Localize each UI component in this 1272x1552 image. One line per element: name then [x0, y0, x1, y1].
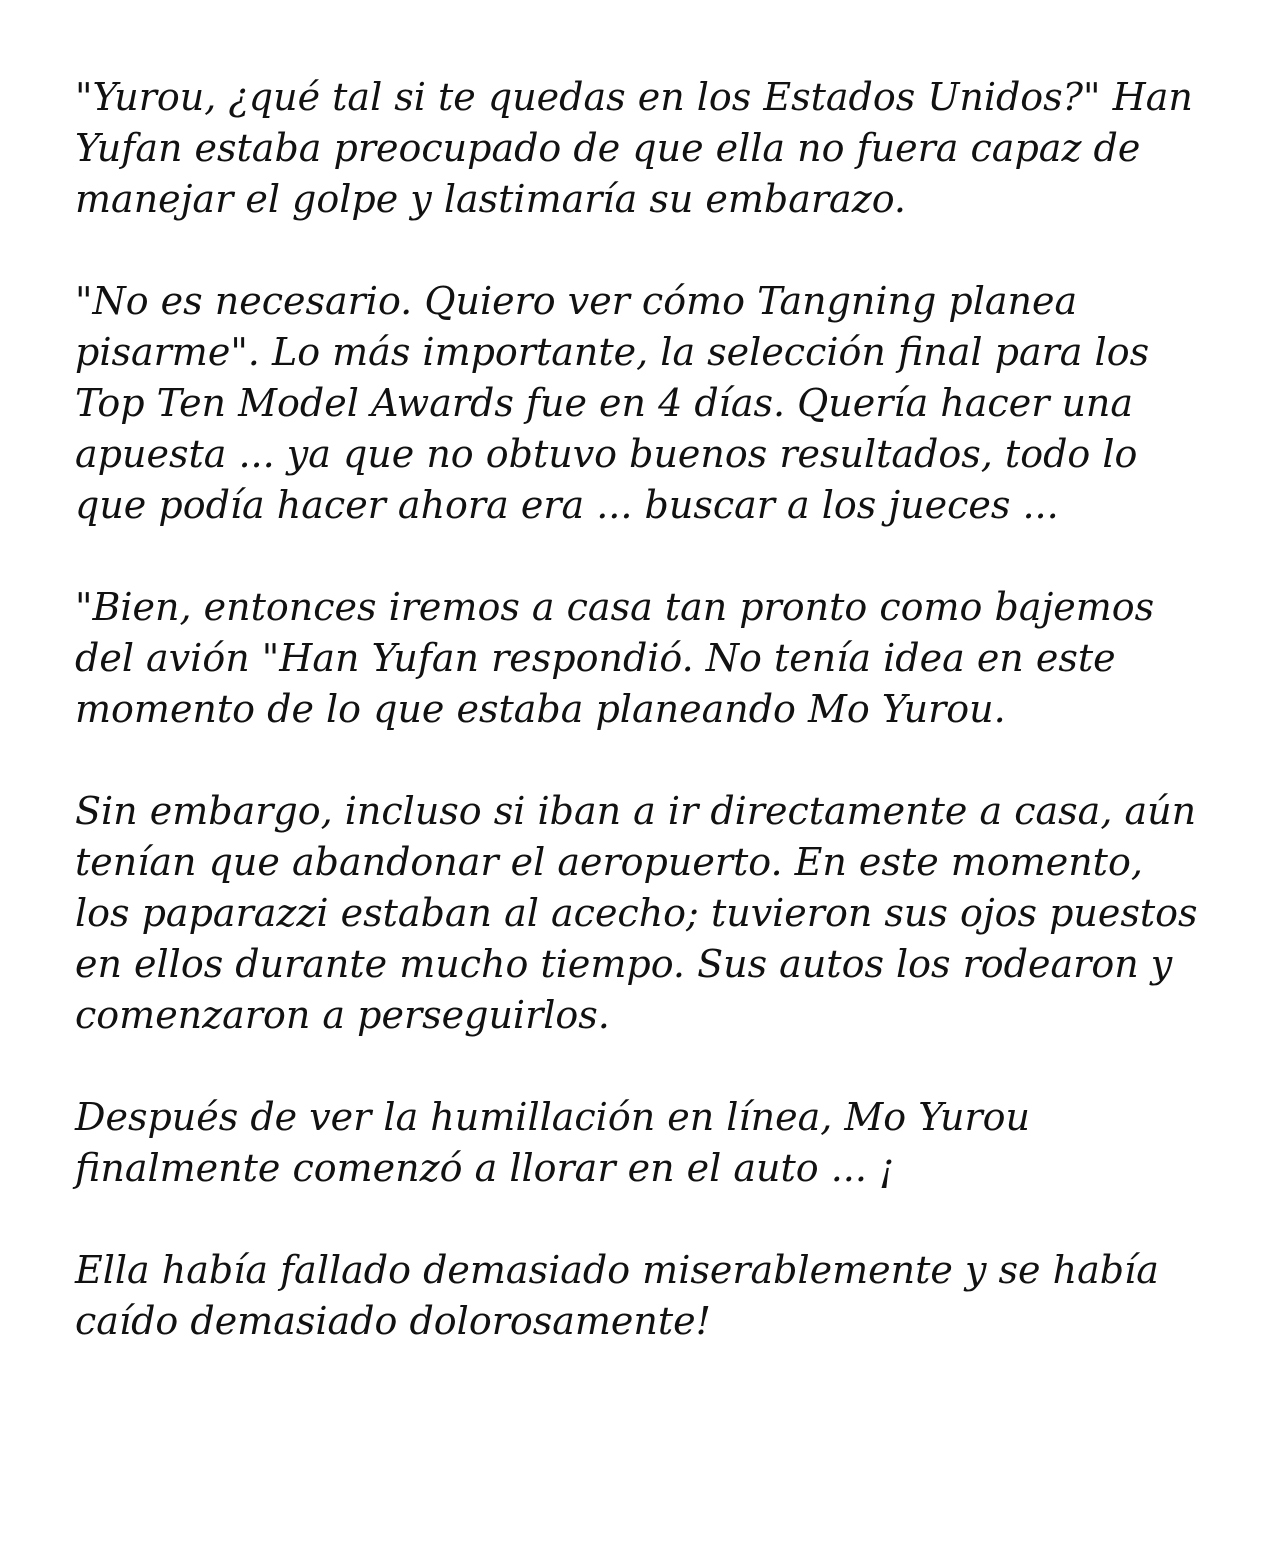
paragraph-5: Después de ver la humillación en línea, Mo Yurou finalmente comenzó a llorar en el auto ... ¡	[75, 1095, 1031, 1190]
paragraph-4: Sin embargo, incluso si iban a ir directamente a casa, aún tenían que abandonar el aeropuerto. En este momento, los paparazzi estaban al acecho; tuvieron sus ojos puestos en ellos durante mucho tiempo. Sus autos los rodearon y comenzaron a perseguirlos.	[75, 789, 1198, 1037]
document-body	[75, 72, 1205, 1347]
paragraph-1: "Yurou, ¿qué tal si te quedas en los Estados Unidos?" Han Yufan estaba preocupado de que ella no fuera capaz de manejar el golpe y lastimaría su embarazo.	[75, 75, 1193, 221]
paragraph-2: "No es necesario. Quiero ver cómo Tangning planea pisarme". Lo más importante, la selección final para los Top Ten Model Awards fue en 4 días. Quería hacer una apuesta ... ya que no obtuvo buenos resultados, todo lo que podía hacer ahora era ... buscar a los jueces ...	[75, 279, 1150, 527]
paragraph-6: Ella había fallado demasiado miserablemente y se había caído demasiado dolorosamente!	[75, 1248, 1159, 1343]
paragraph-3: "Bien, entonces iremos a casa tan pronto como bajemos del avión "Han Yufan respondió. No tenía idea en este momento de lo que estaba planeando Mo Yurou.	[75, 585, 1155, 731]
